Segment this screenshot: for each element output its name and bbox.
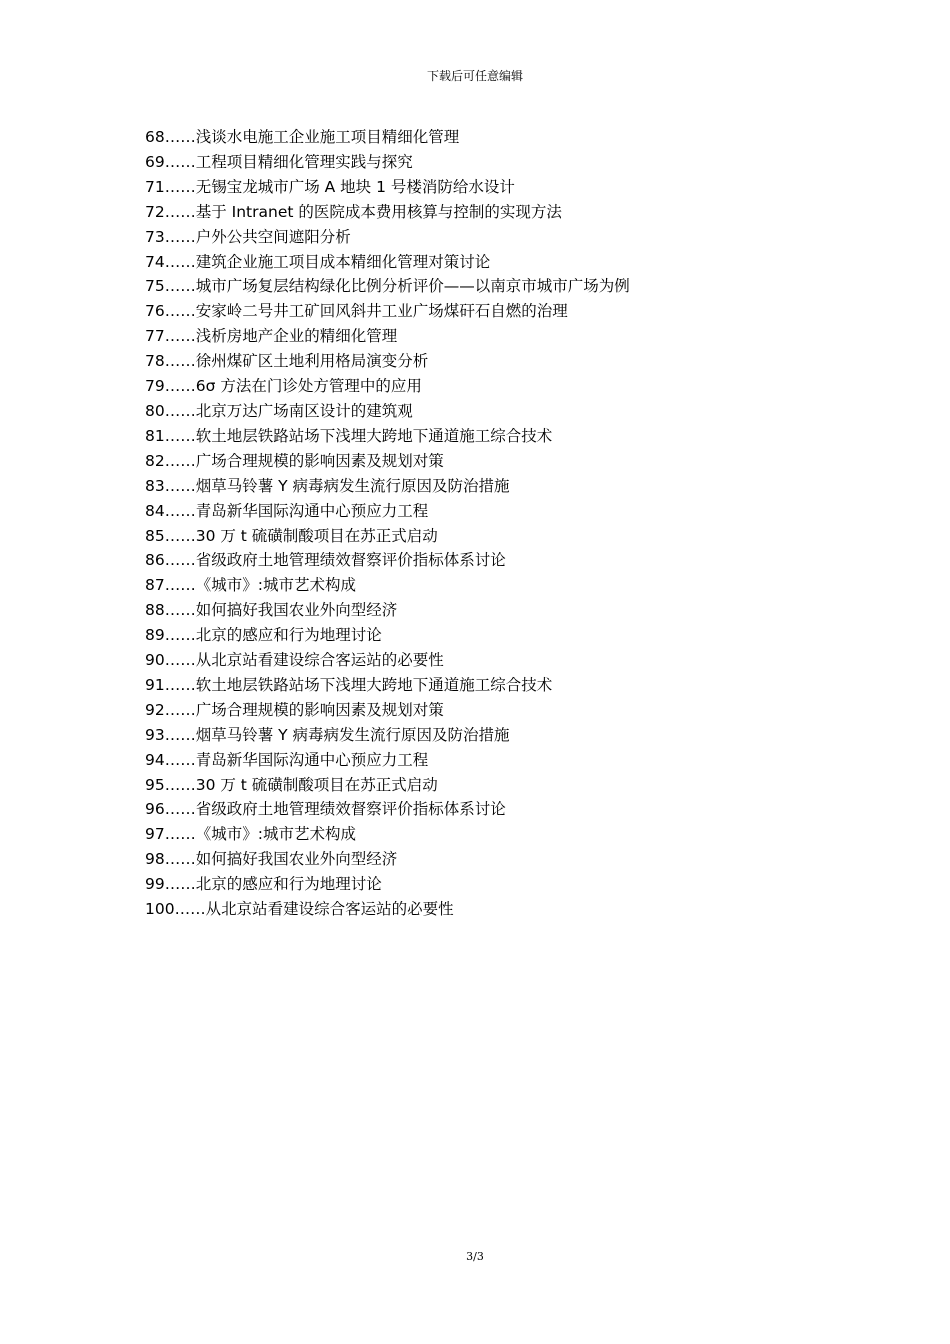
list-item: 83……烟草马铃薯 Y 病毒病发生流行原因及防治措施: [145, 476, 510, 495]
list-item: 79……6σ 方法在门诊处方管理中的应用: [145, 377, 422, 396]
list-item: 74……建筑企业施工项目成本精细化管理对策讨论: [145, 252, 491, 271]
list-item: 72……基于 Intranet 的医院成本费用核算与控制的实现方法: [145, 202, 562, 221]
list-item: 69……工程项目精细化管理实践与探究: [145, 152, 413, 171]
list-item: 97……《城市》:城市艺术构成: [145, 825, 356, 844]
list-item: 98……如何搞好我国农业外向型经济: [145, 850, 398, 869]
reference-list: [145, 125, 630, 922]
list-item: 96……省级政府土地管理绩效督察评价指标体系讨论: [145, 800, 506, 819]
list-item: 78……徐州煤矿区土地利用格局演变分析: [145, 352, 429, 371]
list-item: 86……省级政府土地管理绩效督察评价指标体系讨论: [145, 551, 506, 570]
list-item: 87……《城市》:城市艺术构成: [145, 576, 356, 595]
list-item: 94……青岛新华国际沟通中心预应力工程: [145, 750, 429, 769]
list-item: 90……从北京站看建设综合客运站的必要性: [145, 651, 444, 670]
list-item: 100……从北京站看建设综合客运站的必要性: [145, 900, 454, 919]
list-item: 76……安家岭二号井工矿回风斜井工业广场煤矸石自燃的治理: [145, 302, 568, 321]
list-item: 92……广场合理规模的影响因素及规划对策: [145, 700, 444, 719]
list-item: 73……户外公共空间遮阳分析: [145, 227, 351, 246]
list-item: 75……城市广场复层结构绿化比例分析评价——以南京市城市广场为例: [145, 277, 630, 296]
list-item: 85……30 万 t 硫磺制酸项目在苏正式启动: [145, 526, 438, 545]
list-item: 82……广场合理规模的影响因素及规划对策: [145, 451, 444, 470]
list-item: 99……北京的感应和行为地理讨论: [145, 875, 382, 894]
list-item: 71……无锡宝龙城市广场 A 地块 1 号楼消防给水设计: [145, 177, 515, 196]
list-item: 93……烟草马铃薯 Y 病毒病发生流行原因及防治措施: [145, 725, 510, 744]
list-item: 88……如何搞好我国农业外向型经济: [145, 601, 398, 620]
list-item: 95……30 万 t 硫磺制酸项目在苏正式启动: [145, 775, 438, 794]
list-item: 91……软土地层铁路站场下浅埋大跨地下通道施工综合技术: [145, 675, 553, 694]
page-number: 3/3: [466, 1250, 484, 1263]
list-item: 77……浅析房地产企业的精细化管理: [145, 327, 398, 346]
page-header: 下载后可任意编辑: [426, 69, 523, 83]
list-item: 68……浅谈水电施工企业施工项目精细化管理: [145, 128, 460, 146]
list-item: 89……北京的感应和行为地理讨论: [145, 626, 382, 645]
list-item: 84……青岛新华国际沟通中心预应力工程: [145, 501, 429, 520]
list-item: 80……北京万达广场南区设计的建筑观: [145, 401, 413, 420]
list-item: 81……软土地层铁路站场下浅埋大跨地下通道施工综合技术: [145, 426, 553, 445]
